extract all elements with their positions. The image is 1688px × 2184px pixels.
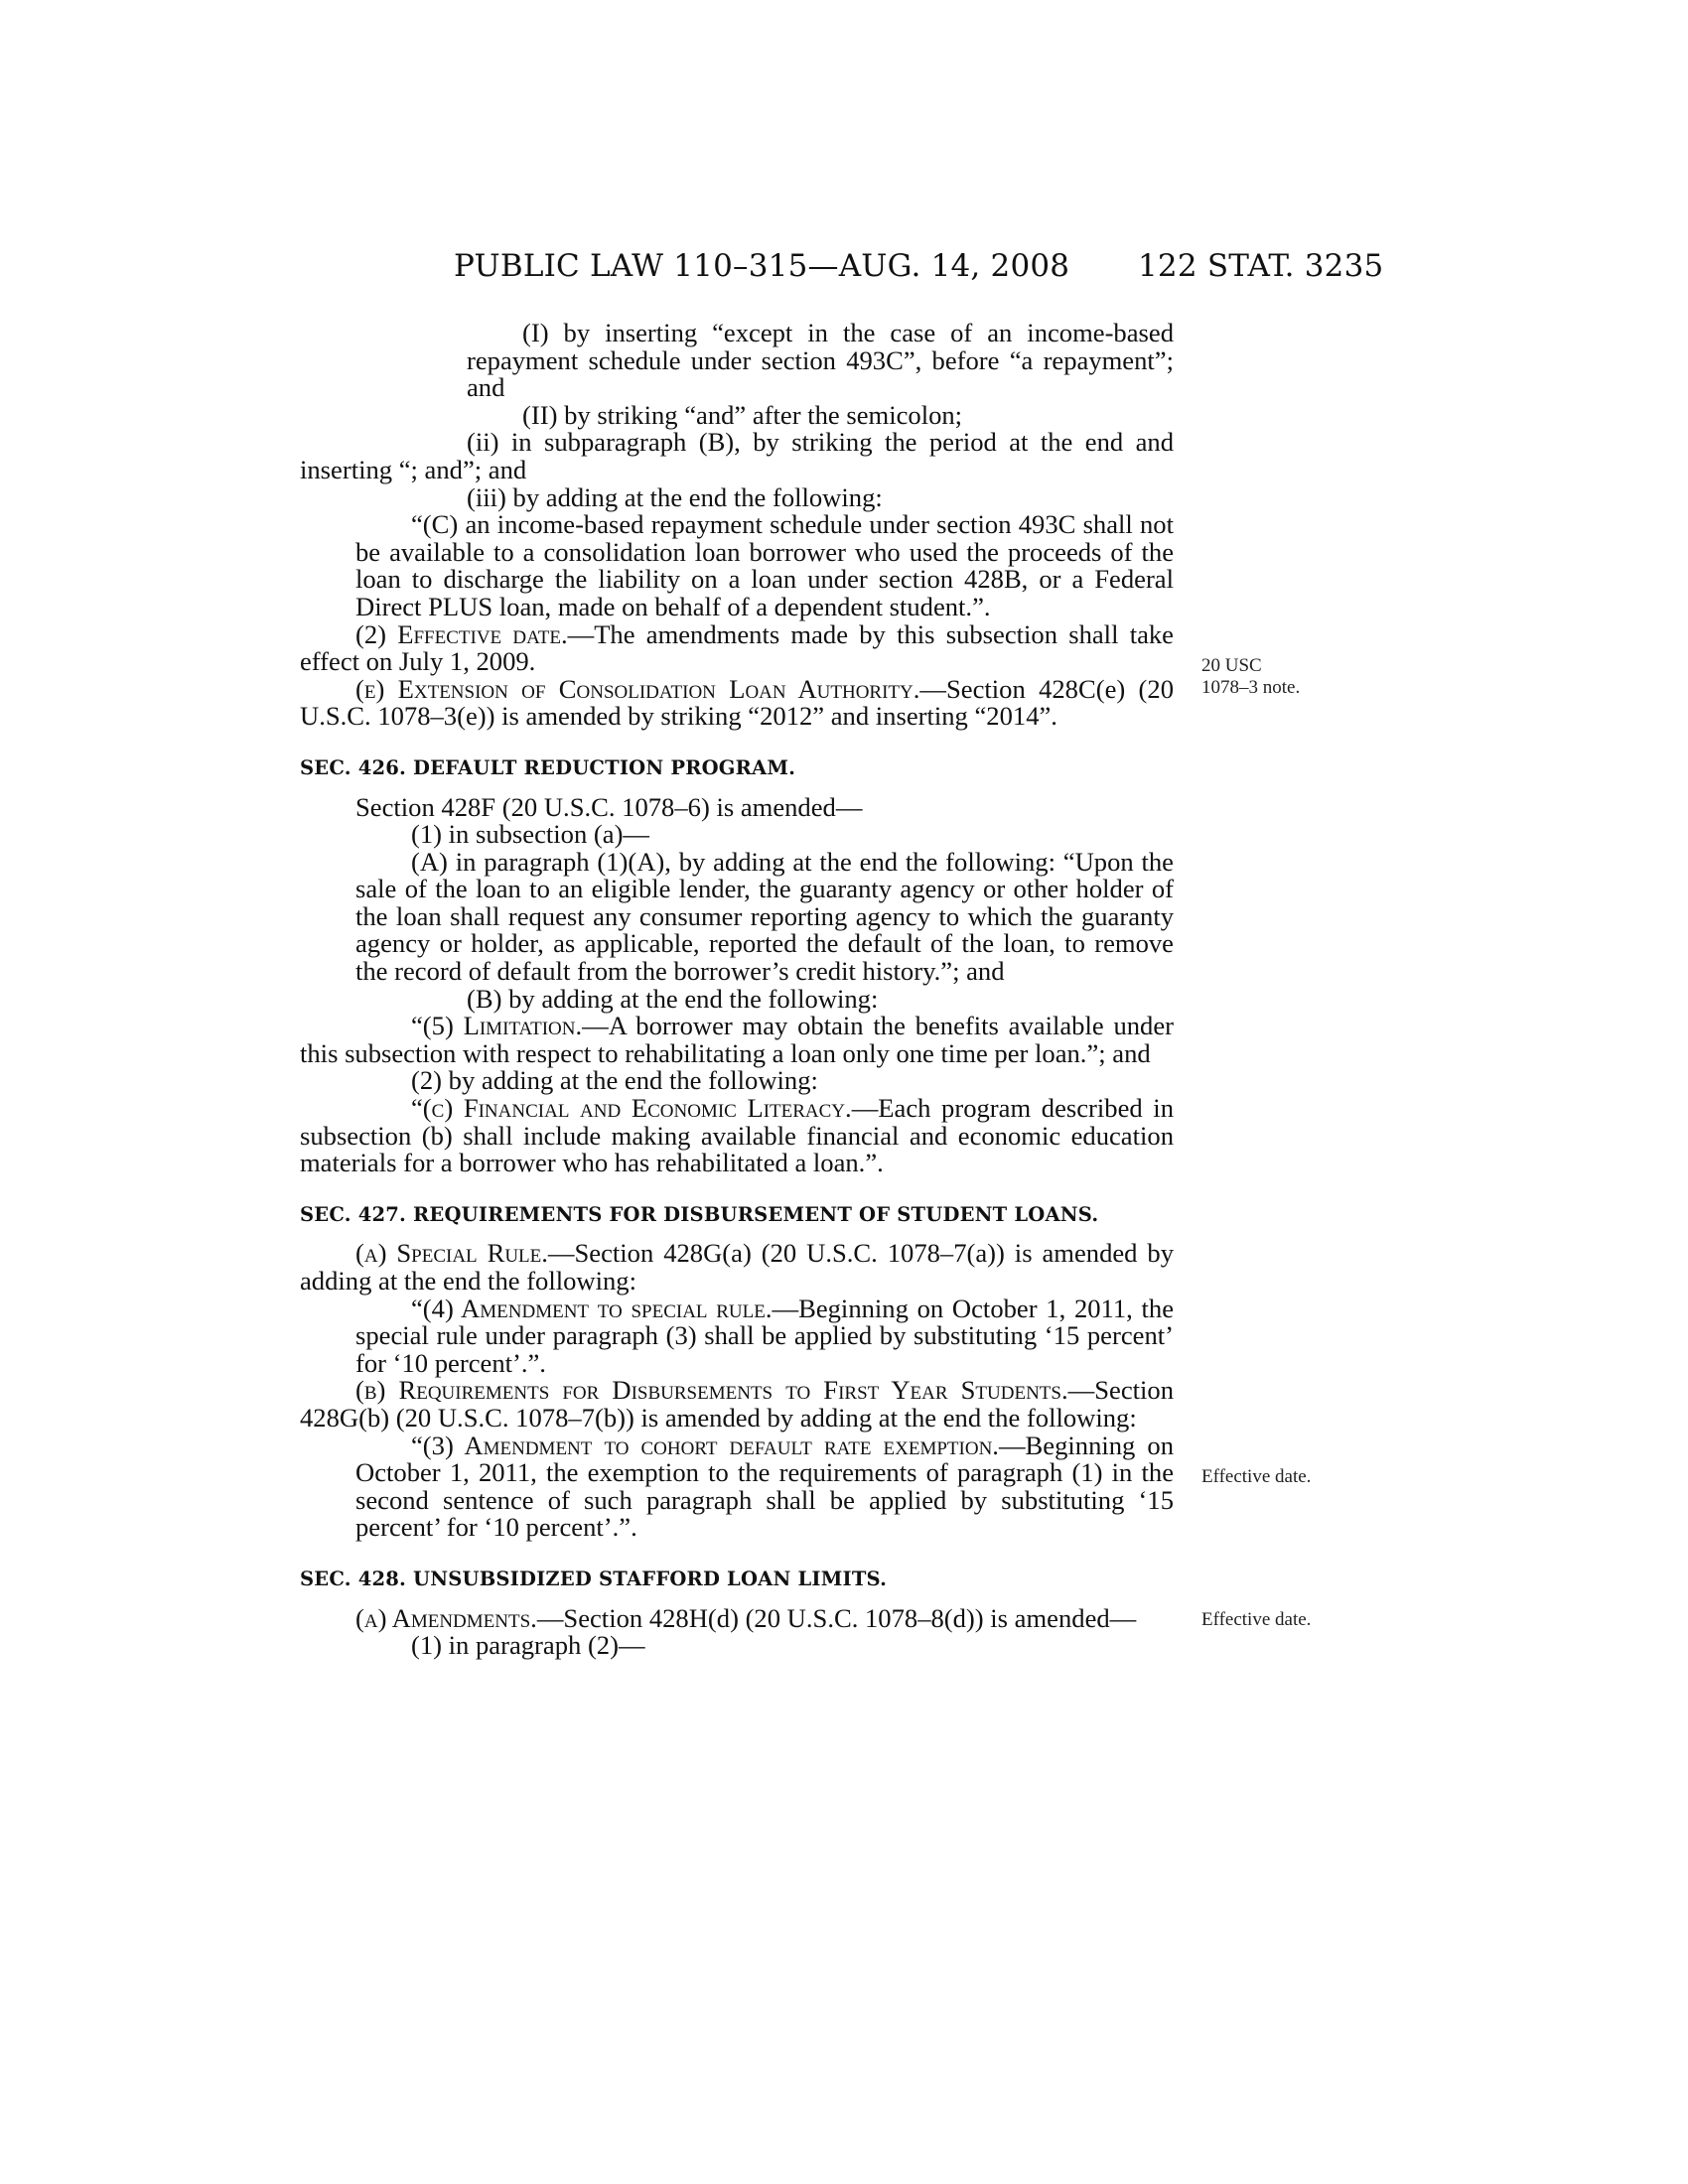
quoted-paragraph-5 xyxy=(300,1013,1174,1067)
paragraph-effective-date xyxy=(300,618,1174,677)
paragraph-heading: “(4) Amendment to special rule. xyxy=(411,1293,773,1323)
subsection-text: —Each program described in subsection (b) shall include making available financial and economic education materials for a borrower who has rehabilitated a loan.”. xyxy=(300,1093,1174,1178)
running-header-title: PUBLIC LAW 110–315—AUG. 14, 2008 xyxy=(454,248,1070,284)
paragraph-heading: “(5) Limitation. xyxy=(411,1011,583,1041)
subsection-a-special-rule xyxy=(300,1240,1174,1295)
clause-ii: (ii) in subparagraph (B), by striking the period at the end and inserting “; and”; and xyxy=(300,427,1174,484)
margin-note-effective-date: Effective date. xyxy=(1201,1609,1312,1630)
margin-note-line: 1078–3 note. xyxy=(1201,677,1301,698)
subsection-heading: (a) Special Rule. xyxy=(355,1238,548,1269)
margin-note-line: 20 USC xyxy=(1201,655,1262,676)
clause-I: (I) by inserting “except in the case of an income-based repayment schedule under section 493C”, before “a repayment”; and xyxy=(467,318,1174,403)
subsection-text: —Section 428C(e) (20 U.S.C. 1078–3(e)) is amended by striking “2012” and inserting “2014”. xyxy=(300,673,1174,732)
quoted-paragraph-3 xyxy=(300,1430,1175,1543)
paragraph-1-in-paragraph-2: (1) in paragraph (2)— xyxy=(411,1630,645,1661)
section-426-intro: Section 428F (20 U.S.C. 1078–6) is amended— xyxy=(355,791,863,822)
subsection-a-amendments xyxy=(300,1602,1174,1633)
margin-note-usc-citation xyxy=(1201,655,1300,699)
paragraph-text: —Beginning on October 1, 2011, the special rule under paragraph (3) shall be applied by substituting ‘15 percent’ for ‘10 percent’.”. xyxy=(355,1293,1175,1378)
subsection-text: —Section 428G(b) (20 U.S.C. 1078–7(b)) is amended by adding at the end the following: xyxy=(300,1375,1174,1433)
subsection-e xyxy=(300,673,1174,732)
paragraph-text: —A borrower may obtain the benefits available under this subsection with respect to rehabilitating a loan only one time per loan.”; and xyxy=(300,1011,1174,1068)
clause-II: (II) by striking “and” after the semicolon; xyxy=(522,399,963,430)
subsection-text: —Section 428H(d) (20 U.S.C. 1078–8(d)) is amended— xyxy=(536,1602,1137,1633)
subsection-heading: (b) Requirements for Disbursements to First Year Students. xyxy=(355,1375,1068,1406)
quoted-subsection-c xyxy=(300,1095,1174,1177)
paragraph-2: (2) by adding at the end the following: xyxy=(411,1065,818,1096)
section-427-heading: SEC. 427. REQUIREMENTS FOR DISBURSEMENT OF STUDENT LOANS. xyxy=(300,1202,1099,1226)
section-426-heading: SEC. 426. DEFAULT REDUCTION PROGRAM. xyxy=(300,755,796,779)
paragraph-1: (1) in subsection (a)— xyxy=(411,819,650,850)
document-body xyxy=(300,320,1174,1660)
subsection-b-first-year xyxy=(300,1377,1174,1432)
subparagraph-A: (A) in paragraph (1)(A), by adding at the end the following: “Upon the sale of the loan to an eligible lender, the guaranty agency or other holder of the loan shall request any consumer reporting agency to which the guaranty agency or holder, as applicable, reported the default of the loan, to remove the record of default from the borrower’s credit history.”; and xyxy=(355,846,1174,987)
quoted-subparagraph-C: “(C) an income-based repayment schedule under section 493C shall not be available to a consolidation loan borrower who used the proceeds of the loan to discharge the liability on a loan under section 428B, or a Federal Direct PLUS loan, made on behalf of a dependent student.”. xyxy=(355,509,1174,621)
subsection-text: —Section 428G(a) (20 U.S.C. 1078–7(a)) is amended by adding at the end the following: xyxy=(300,1238,1174,1296)
subsection-heading: (a) Amendments. xyxy=(355,1602,537,1633)
subsection-heading: (e) Extension of Consolidation Loan Authority. xyxy=(355,673,920,704)
paragraph-text: —The amendments made by this subsection shall take effect on July 1, 2009. xyxy=(300,618,1174,677)
subparagraph-B: (B) by adding at the end the following: xyxy=(467,983,879,1014)
section-428-heading: SEC. 428. UNSUBSIDIZED STAFFORD LOAN LIMITS. xyxy=(300,1567,888,1590)
paragraph-heading: “(3) Amendment to cohort default rate exemption. xyxy=(411,1430,999,1460)
paragraph-text: —Beginning on October 1, 2011, the exemption to the requirements of paragraph (1) in the second sentence of such paragraph shall be applied by substituting ‘15 percent’ for ‘10 percent’.”. xyxy=(355,1430,1175,1543)
subsection-heading: “(c) Financial and Economic Literacy. xyxy=(411,1093,852,1124)
page-number: 122 STAT. 3235 xyxy=(1138,248,1384,284)
quoted-paragraph-4 xyxy=(300,1293,1175,1378)
paragraph-heading: (2) Effective date. xyxy=(355,618,568,649)
margin-note-effective-date: Effective date. xyxy=(1201,1466,1312,1487)
clause-iii: (iii) by adding at the end the following: xyxy=(467,481,883,512)
